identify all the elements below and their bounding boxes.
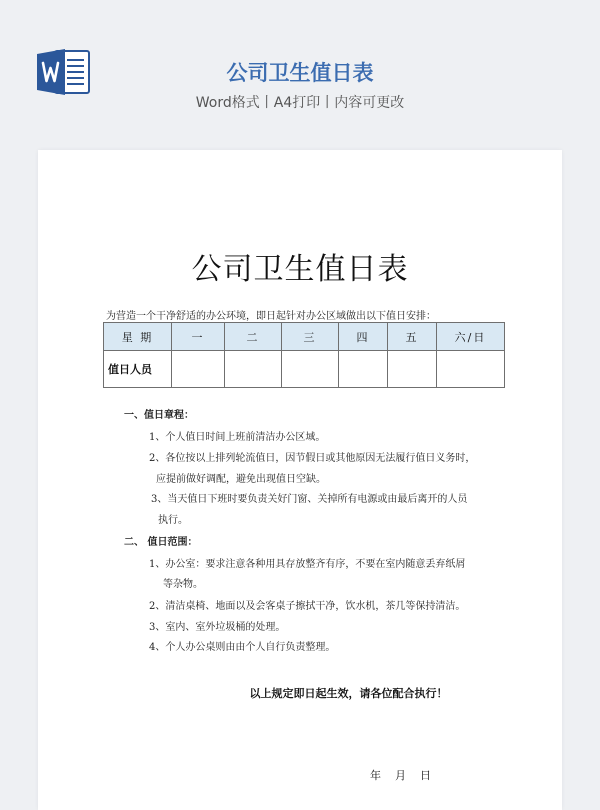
intro-text: 为营造一个干净舒适的办公环境，即日起针对办公区域做出以下值日安排：	[106, 311, 436, 322]
duty-cell[interactable]	[339, 351, 388, 388]
duty-cell[interactable]	[388, 351, 437, 388]
table-header-row	[104, 323, 505, 351]
document-page	[38, 150, 562, 810]
document-title: 公司卫生值日表	[191, 252, 409, 287]
duty-cell[interactable]	[172, 351, 225, 388]
scope-item: 4、个人办公桌则由由个人自行负责整理。	[149, 642, 336, 653]
duty-table	[103, 322, 505, 388]
duty-cell[interactable]	[282, 351, 339, 388]
page-subtitle: Word格式丨A4打印丨内容可更改	[195, 95, 405, 111]
duty-cell[interactable]	[437, 351, 505, 388]
table-row	[104, 351, 505, 388]
scope-item: 1、办公室：要求注意各种用具存放整齐有序，不要在室内随意丢弃纸屑	[149, 559, 466, 570]
section-heading-scope: 二、 值日范围：	[124, 537, 198, 548]
weekday-header: 星 期	[104, 323, 172, 351]
rule-item: 2、各位按以上排列轮流值日，因节假日或其他原因无法履行值日义务时，	[149, 453, 476, 464]
day-weekend: 六/日	[437, 323, 505, 351]
section-heading-rules: 一、值日章程：	[124, 410, 194, 421]
page-title: 公司卫生值日表	[226, 61, 374, 85]
closing-statement: 以上规定即日起生效，请各位配合执行！	[249, 687, 448, 700]
scope-item: 等杂物。	[163, 579, 203, 590]
day-thursday: 四	[339, 323, 388, 351]
rule-item: 应提前做好调配，避免出现值日空缺。	[156, 474, 326, 485]
rule-item: 执行。	[158, 515, 188, 526]
day-tuesday: 二	[225, 323, 282, 351]
rule-item: 3、当天值日下班时要负责关好门窗、关掉所有电源或由最后离开的人员	[151, 494, 468, 505]
date-line: 年 月 日	[370, 769, 431, 782]
day-friday: 五	[388, 323, 437, 351]
duty-cell[interactable]	[225, 351, 282, 388]
rule-item: 1、个人值日时间上班前清洁办公区域。	[149, 432, 326, 443]
day-monday: 一	[172, 323, 225, 351]
day-wednesday: 三	[282, 323, 339, 351]
scope-item: 3、室内、室外垃圾桶的处理。	[149, 622, 286, 633]
scope-item: 2、清洁桌椅、地面以及会客桌子擦拭干净，饮水机，茶几等保持清洁。	[149, 601, 466, 612]
duty-person-label: 值日人员	[104, 351, 172, 388]
